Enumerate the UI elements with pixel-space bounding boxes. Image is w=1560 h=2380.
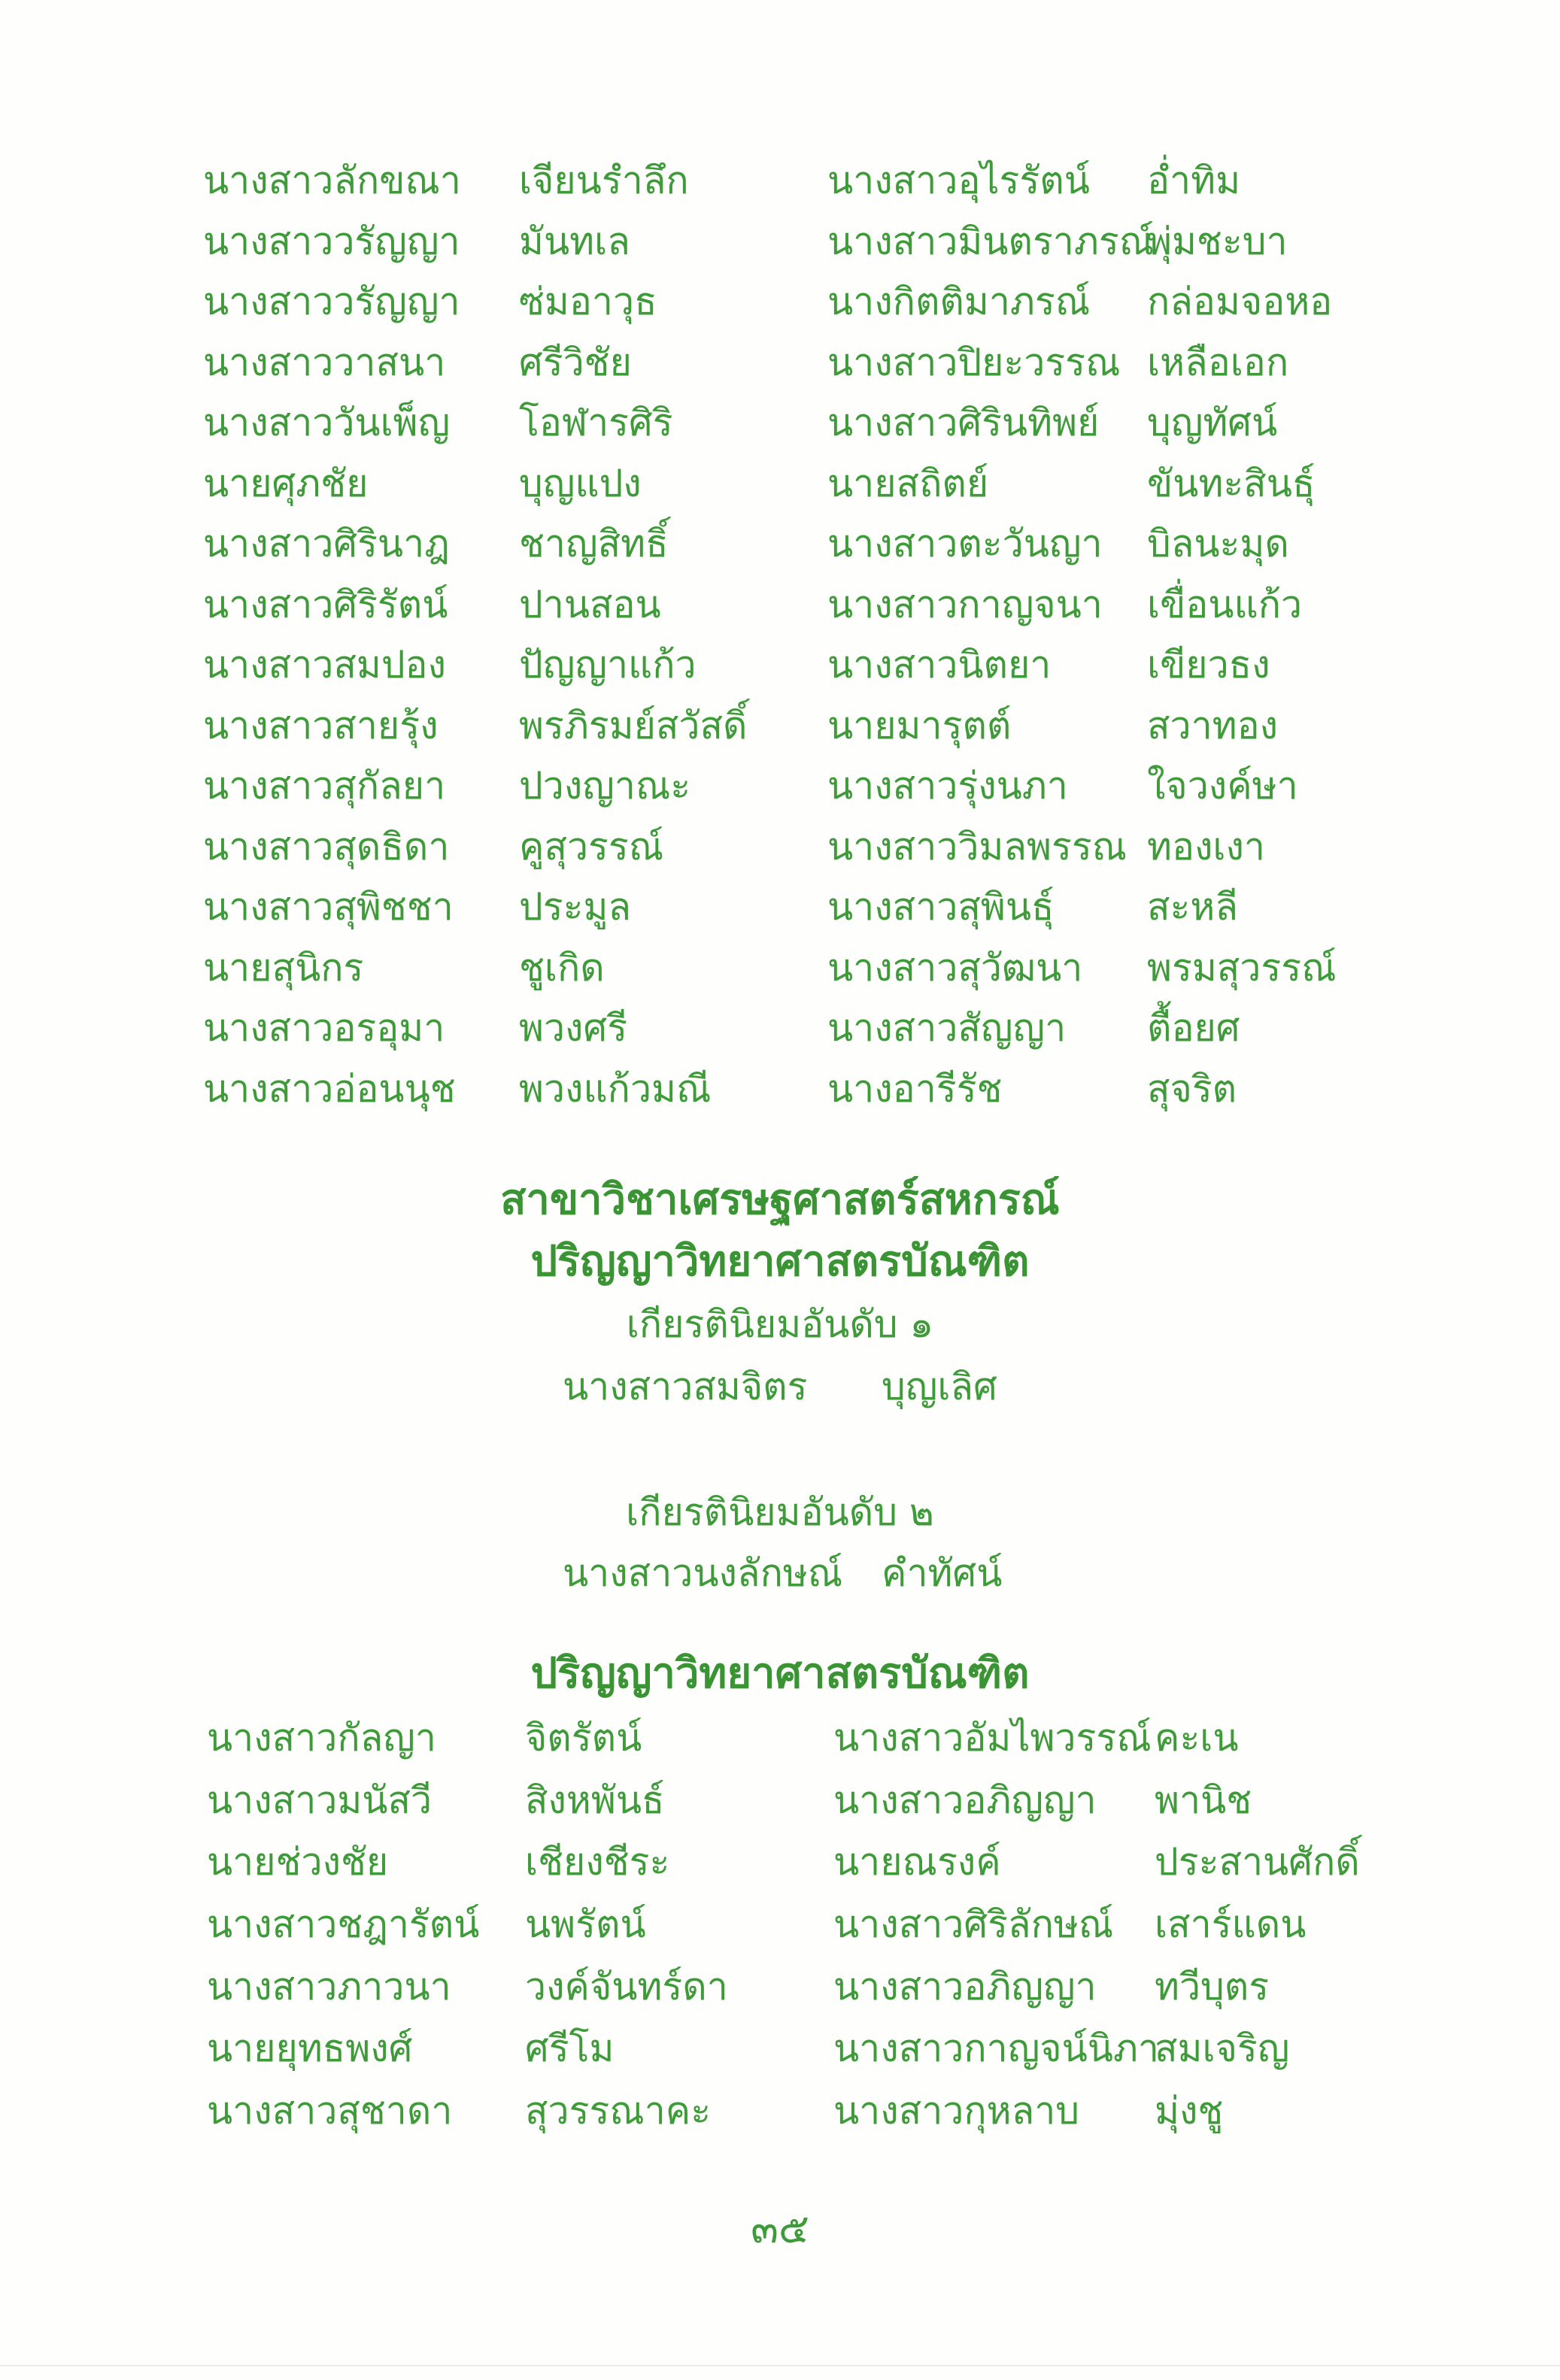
right-surname: ประสานศักดิ์ [1155,1840,1360,1884]
right-given-name: นายสถิตย์ [827,461,989,505]
left-given-name: นางสาวชฎารัตน์ [207,1902,480,1947]
right-surname: เขียวธง [1147,643,1270,687]
name-row [0,453,1560,514]
name-row [0,998,1560,1059]
left-surname: ศรีโม [525,2027,615,2071]
right-given-name: นางสาวสุวัฒนา [827,945,1083,990]
right-surname: พานิช [1155,1778,1252,1822]
left-given-name: นางสาวสายรุ้ง [203,703,439,747]
right-given-name: นางสาวกาญจน์นิภา [833,2027,1159,2071]
right-given-name: นางสาวมินตราภรณ์ [827,219,1155,263]
right-surname: ขันทะสินธุ์ [1147,461,1316,505]
left-given-name: นางสาวสุชาดา [207,2089,453,2133]
right-given-name: นางอารีรัช [827,1066,1003,1111]
page-edge [0,2365,1560,2366]
right-surname: พุ่มชะบา [1147,219,1288,263]
right-given-name: นางกิตติมาภรณ์ [827,280,1091,323]
name-row [0,938,1560,999]
right-surname: กล่อมจอหอ [1147,280,1333,323]
honor-2-given-name: นางสาวนงลักษณ์ [563,1551,843,1595]
left-given-name: นางสาววรัญญา [203,280,460,323]
name-row [0,877,1560,938]
name-row [0,514,1560,575]
honor-2-surname: คำทัศน์ [882,1551,1003,1595]
honor-1-heading: เกียรตินิยมอันดับ ๑ [626,1302,934,1346]
right-given-name: นางสาวอุไรรัตน์ [827,159,1090,202]
right-surname: เหลือเอก [1147,340,1289,384]
right-given-name: นางสาวอภิญญา [833,1964,1097,2009]
left-surname: นพรัตน์ [525,1902,646,1947]
left-given-name: นายสุนิกร [203,945,364,990]
left-given-name: นางสาวอ่อนนุช [203,1066,456,1111]
left-surname: ปวงญาณะ [519,764,691,808]
right-surname: สุจริต [1147,1066,1237,1111]
left-given-name: นางสาวสมปอง [203,643,446,687]
left-surname: พรภิรมย์สวัสดิ์ [519,703,748,747]
right-given-name: นางสาวกาญจนา [827,582,1103,626]
left-given-name: นางสาววาสนา [203,340,446,384]
right-given-name: นางสาวนิตยา [827,643,1052,687]
name-row [0,2080,1560,2142]
left-surname: คูสุวรรณ์ [519,824,664,869]
right-given-name: นางสาวตะวันญา [827,522,1103,565]
name-row [0,150,1560,211]
left-surname: ประมูล [519,885,632,929]
name-row [0,1893,1560,1956]
left-given-name: นางสาวศิริรัตน์ [203,582,448,626]
left-given-name: นางสาวสุกัลยา [203,764,446,808]
left-surname: โอฬารศิริ [519,401,673,444]
left-surname: วงค์จันทร์ดา [525,1964,728,2009]
left-given-name: นางสาวอรอุมา [203,1006,445,1050]
degree-title: ปริญญาวิทยาศาสตรบัณฑิต [530,1237,1030,1286]
left-surname: ชาญสิทธิ์ [519,522,669,565]
right-given-name: นางสาวรุ่งนภา [827,764,1068,808]
left-given-name: นางสาวสุดธิดา [203,824,450,869]
left-given-name: นางสาววันเพ็ญ [203,401,451,444]
right-given-name: นางสาวสัญญา [827,1006,1067,1050]
left-surname: จิตรัตน์ [525,1716,642,1760]
right-given-name: นางสาวปิยะวรรณ [827,340,1121,384]
left-surname: ซ่มอาวุธ [519,280,657,323]
right-given-name: นางสาวกุหลาบ [833,2089,1080,2133]
left-surname: พวงศรี [519,1006,628,1050]
name-row [0,756,1560,817]
name-row [0,1769,1560,1832]
name-row [0,575,1560,635]
section-title: สาขาวิชาเศรษฐศาสตร์สหกรณ์ [500,1175,1060,1224]
right-surname: บุญทัศน์ [1147,401,1278,444]
left-given-name: นายศุภชัย [203,461,369,505]
right-surname: ทองเงา [1147,824,1265,869]
honor-1-surname: บุญเลิศ [882,1365,997,1408]
left-surname: เชียงชีระ [525,1840,670,1884]
name-row [0,211,1560,272]
graduate-list-1 [0,150,1560,1119]
right-given-name: นางสาวอัมไพวรรณ์ [833,1716,1152,1760]
left-given-name: นางสาววรัญญา [203,219,460,263]
honor-1-given-name: นางสาวสมจิตร [563,1365,808,1408]
name-row [0,271,1560,332]
left-surname: ชูเกิด [519,945,605,990]
right-given-name: นางสาวศิรินทิพย์ [827,401,1100,444]
right-surname: ทวีบุตร [1155,1964,1270,2009]
right-given-name: นางสาวอภิญญา [833,1778,1097,1822]
right-surname: ใจวงค์ษา [1147,764,1298,808]
left-surname: พวงแก้วมณี [519,1066,712,1111]
right-surname: คะเน [1155,1716,1239,1760]
graduate-list-2 [0,1707,1560,2142]
degree-title-2: ปริญญาวิทยาศาสตรบัณฑิต [530,1649,1030,1698]
honor-2-heading: เกียรตินิยมอันดับ ๒ [626,1490,934,1534]
left-surname: สิงหพันธ์ [525,1778,665,1822]
right-surname: เสาร์แดน [1155,1902,1307,1947]
page-number: ๓๕ [751,2205,809,2252]
left-given-name: นางสาวลักขณา [203,159,461,202]
name-row [0,393,1560,453]
right-surname: ตื้อยศ [1147,1006,1240,1050]
left-surname: เจียนรำลึก [519,159,689,202]
name-row [0,332,1560,393]
right-surname: อ่ำทิม [1147,159,1241,202]
left-given-name: นางสาวสุพิชชา [203,885,454,929]
left-surname: ปานสอน [519,582,661,626]
right-given-name: นางสาววิมลพรรณ [827,824,1128,869]
right-given-name: นางสาวสุพินธุ์ [827,885,1055,929]
right-surname: มุ่งชู [1155,2089,1224,2133]
name-row [0,696,1560,756]
name-row [0,635,1560,696]
left-surname: มันทเล [519,219,630,263]
right-surname: สมเจริญ [1155,2027,1290,2071]
name-row [0,2018,1560,2080]
left-given-name: นายยุทธพงศ์ [207,2027,413,2071]
name-row [0,817,1560,878]
left-given-name: นางสาวกัลญา [207,1716,436,1760]
right-surname: เขื่อนแก้ว [1147,582,1303,626]
right-surname: บิลนะมุด [1147,522,1289,565]
right-surname: พรมสุวรรณ์ [1147,945,1337,990]
left-given-name: นายช่วงชัย [207,1840,389,1884]
left-surname: ศรีวิชัย [519,340,632,384]
left-given-name: นางสาวภาวนา [207,1964,451,2009]
left-surname: บุญแปง [519,461,642,505]
left-given-name: นางสาวศิรินาฎ [203,522,450,565]
right-surname: สะหลี [1147,885,1238,929]
name-row [0,1707,1560,1769]
name-row [0,1956,1560,2018]
right-surname: สวาทอง [1147,703,1279,747]
right-given-name: นางสาวศิริลักษณ์ [833,1902,1114,1947]
left-surname: สุวรรณาคะ [525,2089,712,2133]
right-given-name: นายณรงค์ [833,1840,1001,1884]
right-given-name: นายมารุตต์ [827,703,1012,747]
name-row [0,1059,1560,1120]
left-surname: ปัญญาแก้ว [519,643,697,687]
name-row [0,1831,1560,1893]
left-given-name: นางสาวมนัสวี [207,1778,432,1822]
